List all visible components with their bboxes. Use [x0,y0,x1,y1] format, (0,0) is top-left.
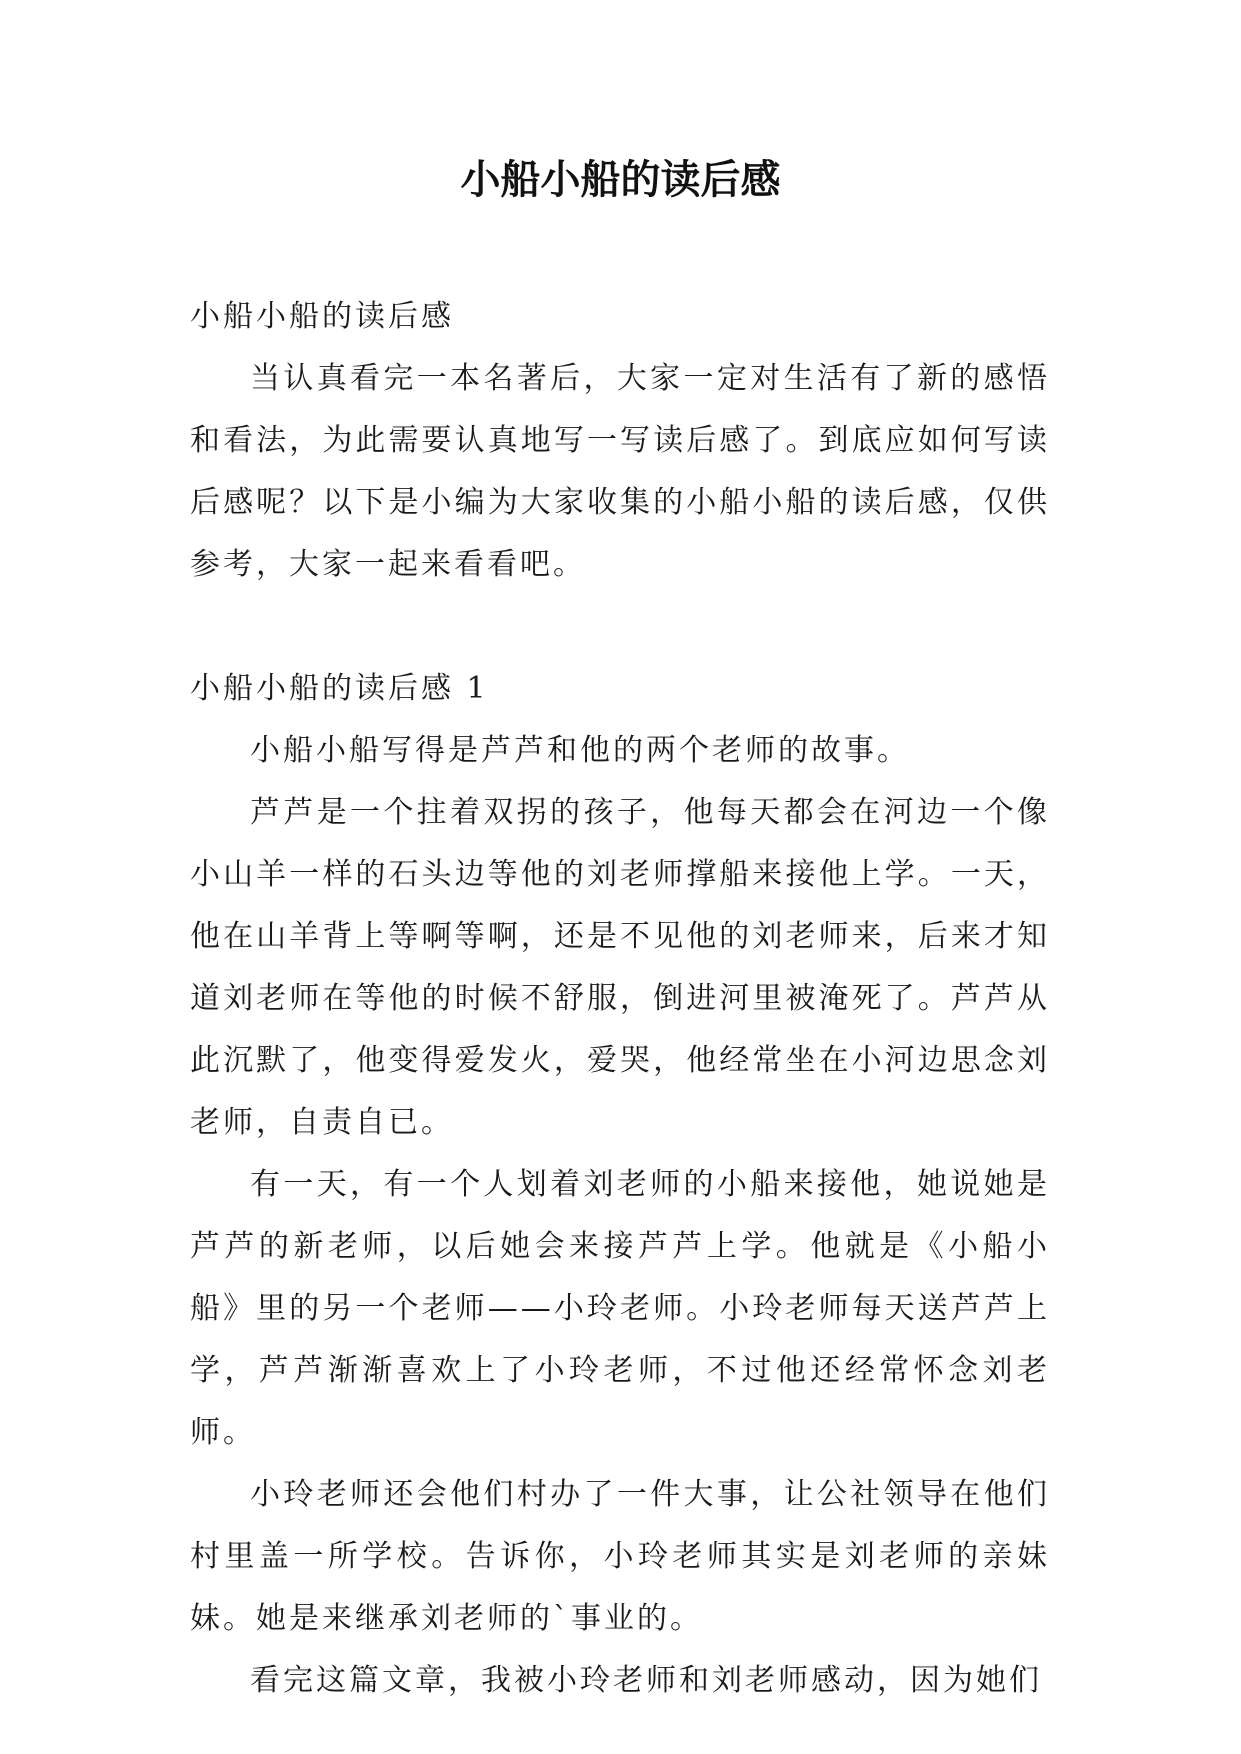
document-title: 小船小船的读后感 [460,156,781,203]
document-body [190,286,1050,1712]
section-1-heading: 小船小船的读后感 1 [190,671,489,706]
intro-heading: 小船小船的读后感 [190,299,454,334]
section-1-paragraph-1: 小船小船写得是芦芦和他的两个老师的故事。 [250,733,910,768]
intro-paragraph: 当认真看完一本名著后，大家一定对生活有了新的感悟和看法，为此需要认真地写一写读后感了。到底应如何写读后感呢？以下是小编为大家收集的小船小船的读后感，仅供参考，大家一起来看看吧。 [190,361,1050,582]
section-1-paragraph-3: 有一天，有一个人划着刘老师的小船来接他，她说她是芦芦的新老师，以后她会来接芦芦上学。他就是《小船小船》里的另一个老师——小玲老师。小玲老师每天送芦芦上学，芦芦渐渐喜欢上了小玲老师，不过他还经常怀念刘老师。 [190,1167,1050,1450]
section-1-paragraph-4: 小玲老师还会他们村办了一件大事，让公社领导在他们村里盖一所学校。告诉你，小玲老师其实是刘老师的亲妹妹。她是来继承刘老师的`事业的。 [190,1477,1050,1636]
section-1-paragraph-2: 芦芦是一个拄着双拐的孩子，他每天都会在河边一个像小山羊一样的石头边等他的刘老师撑船来接他上学。一天，他在山羊背上等啊等啊，还是不见他的刘老师来，后来才知道刘老师在等他的时候不舒服，倒进河里被淹死了。芦芦从此沉默了，他变得爱发火，爱哭，他经常坐在小河边思念刘老师，自责自已。 [190,795,1050,1140]
section-spacer [190,596,1050,658]
section-1-paragraph-5: 看完这篇文章，我被小玲老师和刘老师感动，因为她们 [250,1663,1042,1698]
